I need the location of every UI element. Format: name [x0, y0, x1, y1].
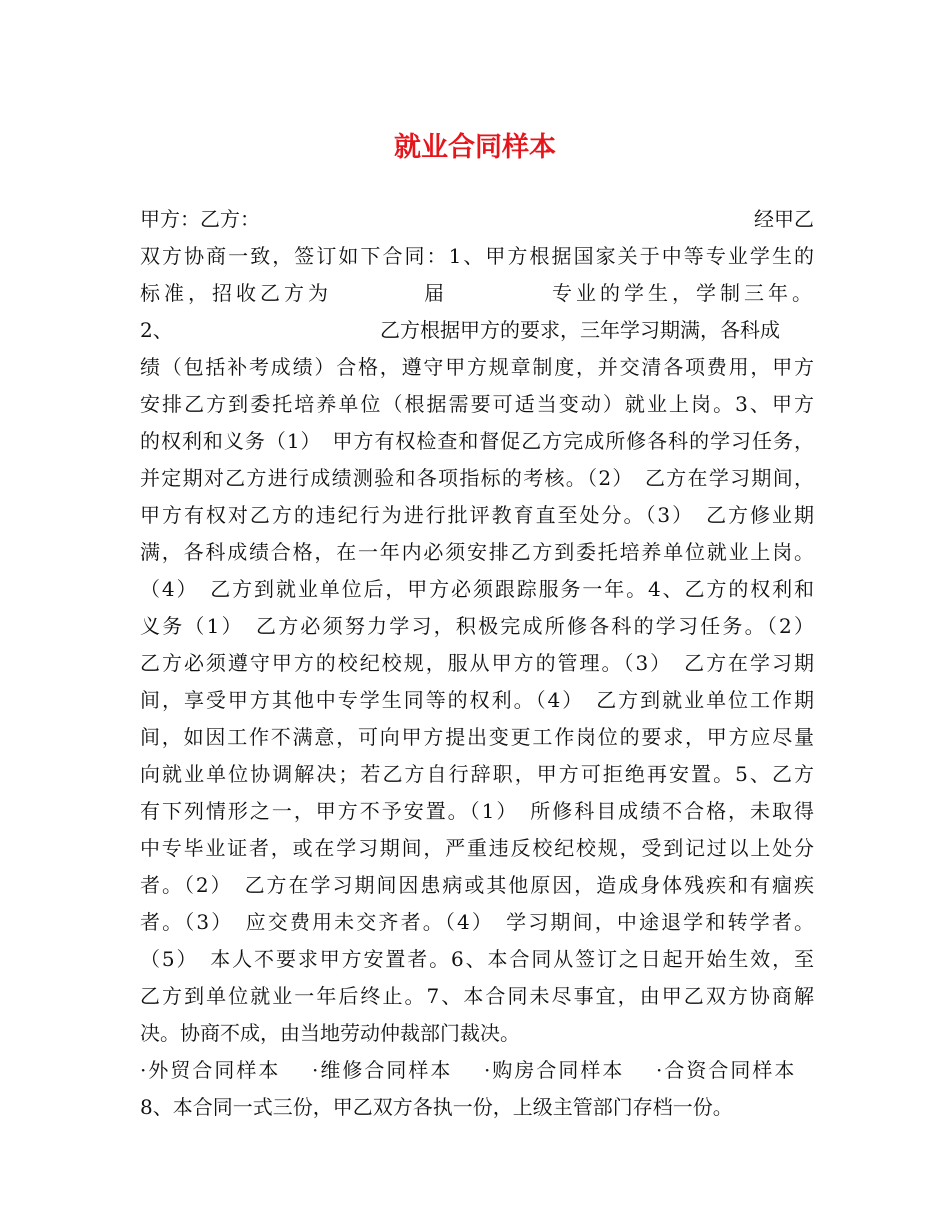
body-line — [140, 314, 814, 346]
related-links — [140, 1054, 814, 1086]
line-text: 届 — [424, 281, 444, 305]
body-line: （5） 本人不要求甲方安置者。6、本合同从签订之日起开始生效，至 — [140, 947, 814, 971]
related-link[interactable]: ·维修合同样本 — [312, 1058, 453, 1082]
body-line: 乙方到单位就业一年后终止。7、本合同未尽事宜，由甲乙双方协商解 — [140, 984, 814, 1008]
body-line: 义务（1） 乙方必须努力学习，积极完成所修各科的学习任务。（2） — [140, 614, 814, 638]
body-line — [140, 277, 814, 309]
line-text: 2、 — [140, 318, 173, 342]
body-line: 并定期对乙方进行成绩测验和各项指标的考核。（2） 乙方在学习期间， — [140, 466, 814, 490]
line-text: 专业的学生，学制三年。 — [552, 281, 816, 305]
body-line: 中专毕业证者，或在学习期间，严重违反校纪校规，受到记过以上处分 — [140, 836, 814, 860]
body-line: 绩（包括补考成绩）合格，遵守甲方规章制度，并交清各项费用，甲方 — [140, 355, 814, 379]
body-line — [140, 203, 814, 235]
body-line: 者。（3） 应交费用未交齐者。（4） 学习期间，中途退学和转学者。 — [140, 910, 814, 934]
related-link[interactable]: ·购房合同样本 — [484, 1058, 625, 1082]
body-line: 间，享受甲方其他中专学生同等的权利。（4） 乙方到就业单位工作期 — [140, 688, 814, 712]
line-text: 经甲乙 — [754, 207, 814, 231]
body-line: 双方协商一致，签订如下合同：1、甲方根据国家关于中等专业学生的 — [140, 244, 814, 268]
body-line: 有下列情形之一，甲方不予安置。（1） 所修科目成绩不合格，未取得 — [140, 799, 814, 823]
line-text: 乙方根据甲方的要求，三年学习期满，各科成 — [380, 318, 780, 342]
body-line: 向就业单位协调解决；若乙方自行辞职，甲方可拒绝再安置。5、乙方 — [140, 762, 814, 786]
body-line: （4） 乙方到就业单位后，甲方必须跟踪服务一年。4、乙方的权利和 — [140, 577, 814, 601]
body-line: 决。协商不成，由当地劳动仲裁部门裁决。 — [140, 1021, 520, 1045]
body-line: 甲方有权对乙方的违纪行为进行批评教育直至处分。（3） 乙方修业期 — [140, 503, 814, 527]
document-title: 就业合同样本 — [394, 132, 556, 163]
body-line: 间，如因工作不满意，可向甲方提出变更工作岗位的要求，甲方应尽量 — [140, 725, 814, 749]
body-line: 安排乙方到委托培养单位（根据需要可适当变动）就业上岗。3、甲方 — [140, 392, 814, 416]
body-line: 的权利和义务（1） 甲方有权检查和督促乙方完成所修各科的学习任务， — [140, 429, 814, 453]
body-line: 8、本合同一式三份，甲乙双方各执一份，上级主管部门存档一份。 — [140, 1095, 733, 1119]
line-text: 标准，招收乙方为 — [140, 281, 332, 305]
body-line: 者。（2） 乙方在学习期间因患病或其他原因，造成身体残疾和有痼疾 — [140, 873, 814, 897]
related-link[interactable]: ·外贸合同样本 — [140, 1058, 281, 1082]
related-link[interactable]: ·合资合同样本 — [656, 1058, 797, 1082]
body-line: 乙方必须遵守甲方的校纪校规，服从甲方的管理。（3） 乙方在学习期 — [140, 651, 814, 675]
body-line: 满，各科成绩合格，在一年内必须安排乙方到委托培养单位就业上岗。 — [140, 540, 814, 564]
party-labels: 甲方：乙方： — [140, 207, 260, 231]
